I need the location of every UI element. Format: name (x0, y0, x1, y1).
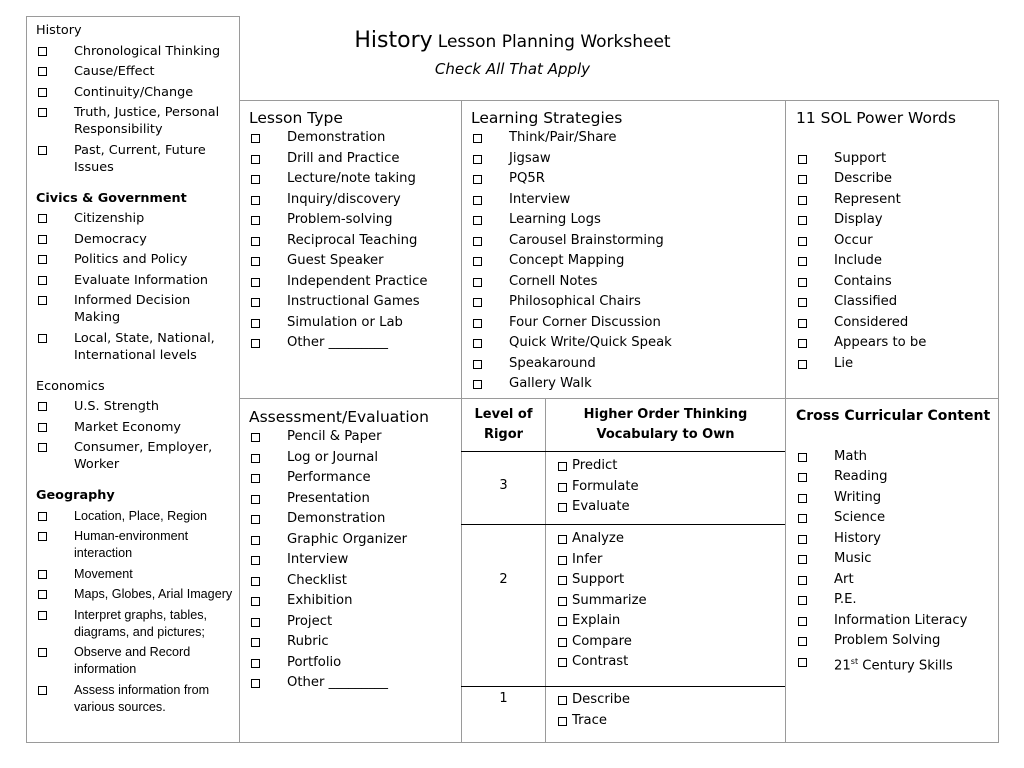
list-item[interactable]: Evaluate Information (36, 272, 236, 289)
checkbox-icon[interactable] (38, 214, 47, 223)
checkbox-icon[interactable] (251, 679, 260, 688)
checkbox-icon[interactable] (798, 237, 807, 246)
list-item[interactable]: Concept Mapping (471, 251, 781, 272)
checkbox-icon[interactable] (473, 134, 482, 143)
list-item[interactable]: Problem-solving (249, 210, 459, 231)
checkbox-icon[interactable] (558, 556, 567, 565)
rigor-level-1-words (556, 690, 784, 731)
rigor-row-line-1 (461, 451, 785, 452)
checkbox-icon[interactable] (798, 175, 807, 184)
checkbox-icon[interactable] (558, 597, 567, 606)
checkbox-icon[interactable] (251, 474, 260, 483)
list-item[interactable]: Writing (796, 488, 996, 509)
rigor-level-3-words (556, 456, 784, 518)
history-panel (36, 22, 236, 719)
checkbox-icon[interactable] (38, 108, 47, 117)
checkbox-icon[interactable] (38, 686, 47, 695)
page-title (240, 28, 785, 53)
list-item[interactable]: Include (796, 251, 996, 272)
checkbox-icon[interactable] (251, 319, 260, 328)
cross-curricular-heading: Cross Curricular Content (796, 408, 991, 424)
checkbox-icon[interactable] (798, 216, 807, 225)
list-item[interactable]: Consumer, Employer, Worker (36, 439, 236, 473)
list-item[interactable]: Local, State, National, International levels (36, 330, 236, 364)
list-item[interactable]: Drill and Practice (249, 149, 459, 170)
rigor-level-3: 3 (499, 478, 508, 493)
list-item[interactable]: Continuity/Change (36, 84, 236, 101)
list-item[interactable]: Demonstration (249, 509, 459, 530)
border-bottom (26, 742, 999, 743)
list-item[interactable]: Human-environment interaction (36, 528, 236, 562)
list-item[interactable]: Occur (796, 231, 996, 252)
checkbox-icon[interactable] (798, 514, 807, 523)
group-heading-economics: Economics (36, 378, 105, 394)
checkbox-icon[interactable] (251, 216, 260, 225)
list-item[interactable]: Interview (249, 550, 459, 571)
checkbox-icon[interactable] (798, 360, 807, 369)
list-item[interactable]: Infer (556, 550, 784, 571)
checkbox-icon[interactable] (798, 658, 807, 667)
list-item[interactable]: Instructional Games (249, 292, 459, 313)
checkbox-icon[interactable] (473, 278, 482, 287)
checkbox-icon[interactable] (798, 278, 807, 287)
checkbox-icon[interactable] (558, 576, 567, 585)
list-item[interactable]: Interpret graphs, tables, diagrams, and pictures; (36, 607, 236, 641)
civics-list (36, 210, 236, 364)
checkbox-icon[interactable] (558, 717, 567, 726)
list-item[interactable]: Trace (556, 711, 784, 732)
rigor-2-list (556, 529, 784, 673)
learning-strategies-list (471, 128, 781, 395)
group-heading-geography: Geography (36, 488, 115, 503)
checkbox-icon[interactable] (251, 659, 260, 668)
assessment-list (249, 427, 459, 694)
checkbox-icon[interactable] (473, 319, 482, 328)
checkbox-icon[interactable] (558, 483, 567, 492)
list-item[interactable]: Gallery Walk (471, 374, 781, 395)
list-item[interactable]: Project (249, 612, 459, 633)
list-item[interactable]: Log or Journal (249, 448, 459, 469)
economics-list (36, 398, 236, 473)
checkbox-icon[interactable] (251, 597, 260, 606)
sol-power-words-panel (796, 108, 996, 374)
list-item[interactable]: Contrast (556, 652, 784, 673)
list-item[interactable]: Information Literacy (796, 611, 996, 632)
list-item[interactable]: Math (796, 447, 996, 468)
checkbox-icon[interactable] (798, 535, 807, 544)
list-item[interactable]: Think/Pair/Share (471, 128, 781, 149)
list-item[interactable]: Cause/Effect (36, 63, 236, 80)
checkbox-icon[interactable] (251, 433, 260, 442)
checkbox-icon[interactable] (38, 255, 47, 264)
list-item[interactable]: Lecture/note taking (249, 169, 459, 190)
list-item[interactable]: Art (796, 570, 996, 591)
list-item[interactable]: Lie (796, 354, 996, 375)
checkbox-icon[interactable] (473, 216, 482, 225)
list-item[interactable]: History (796, 529, 996, 550)
list-item[interactable]: Independent Practice (249, 272, 459, 293)
checkbox-icon[interactable] (38, 67, 47, 76)
list-item[interactable]: Informed Decision Making (36, 292, 236, 326)
list-item[interactable]: Exhibition (249, 591, 459, 612)
checkbox-icon[interactable] (558, 696, 567, 705)
list-item[interactable]: Represent (796, 190, 996, 211)
checkbox-icon[interactable] (38, 648, 47, 657)
list-item[interactable]: Checklist (249, 571, 459, 592)
checkbox-icon[interactable] (798, 298, 807, 307)
cross-curricular-list (796, 447, 996, 677)
checkbox-icon[interactable] (473, 175, 482, 184)
list-item[interactable]: Other _________ (249, 673, 459, 694)
list-item[interactable]: Describe (796, 169, 996, 190)
checkbox-icon[interactable] (251, 556, 260, 565)
checkbox-icon[interactable] (251, 134, 260, 143)
checkbox-icon[interactable] (38, 235, 47, 244)
list-item[interactable]: Compare (556, 632, 784, 653)
rigor-level-2: 2 (499, 572, 508, 587)
history-list (36, 43, 236, 176)
list-item[interactable]: Movement (36, 566, 236, 583)
rigor-row-line-3 (461, 686, 785, 687)
list-item[interactable]: Simulation or Lab (249, 313, 459, 334)
list-item[interactable]: Jigsaw (471, 149, 781, 170)
checkbox-icon[interactable] (251, 278, 260, 287)
list-item[interactable]: U.S. Strength (36, 398, 236, 415)
list-item[interactable]: Speakaround (471, 354, 781, 375)
list-item[interactable]: Presentation (249, 489, 459, 510)
list-item[interactable]: Carousel Brainstorming (471, 231, 781, 252)
checkbox-icon[interactable] (38, 443, 47, 452)
checkbox-icon[interactable] (38, 47, 47, 56)
list-item[interactable]: Support (556, 570, 784, 591)
list-item[interactable]: Truth, Justice, Personal Responsibility (36, 104, 236, 138)
list-item[interactable]: Quick Write/Quick Speak (471, 333, 781, 354)
checkbox-icon[interactable] (251, 536, 260, 545)
list-item[interactable]: Performance (249, 468, 459, 489)
lesson-type-list (249, 128, 459, 354)
checkbox-icon[interactable] (798, 617, 807, 626)
list-item[interactable]: Graphic Organizer (249, 530, 459, 551)
checkbox-icon[interactable] (798, 637, 807, 646)
list-item[interactable]: Pencil & Paper (249, 427, 459, 448)
group-heading-history: History (36, 23, 82, 38)
list-item[interactable]: Problem Solving (796, 631, 996, 652)
assessment-panel (249, 407, 459, 694)
learning-strategies-panel (471, 108, 781, 395)
list-item[interactable]: Location, Place, Region (36, 508, 236, 525)
geography-list (36, 508, 236, 716)
list-item[interactable]: Evaluate (556, 497, 784, 518)
checkbox-icon[interactable] (251, 515, 260, 524)
checkbox-icon[interactable] (473, 380, 482, 389)
list-item[interactable]: Reading (796, 467, 996, 488)
list-item[interactable]: PQ5R (471, 169, 781, 190)
rigor-level-2-words (556, 529, 784, 673)
checkbox-icon[interactable] (251, 618, 260, 627)
list-item[interactable]: Inquiry/discovery (249, 190, 459, 211)
list-item[interactable]: Support (796, 149, 996, 170)
list-item[interactable]: Display (796, 210, 996, 231)
list-item[interactable]: Explain (556, 611, 784, 632)
checkbox-icon[interactable] (251, 257, 260, 266)
checkbox-icon[interactable] (251, 454, 260, 463)
list-item[interactable]: Predict (556, 456, 784, 477)
checkbox-icon[interactable] (251, 298, 260, 307)
checkbox-icon[interactable] (798, 196, 807, 205)
learning-strategies-heading: Learning Strategies (471, 109, 623, 127)
rigor-3-list (556, 456, 784, 518)
checkbox-icon[interactable] (251, 339, 260, 348)
list-item[interactable]: Democracy (36, 231, 236, 248)
lesson-type-heading: Lesson Type (249, 109, 343, 127)
checkbox-icon[interactable] (558, 535, 567, 544)
checkbox-icon[interactable] (251, 237, 260, 246)
checkbox-icon[interactable] (798, 555, 807, 564)
list-item[interactable]: Portfolio (249, 653, 459, 674)
list-item[interactable]: Contains (796, 272, 996, 293)
list-item[interactable]: Appears to be (796, 333, 996, 354)
checkbox-icon[interactable] (798, 319, 807, 328)
checkbox-icon[interactable] (798, 257, 807, 266)
list-item[interactable]: Market Economy (36, 419, 236, 436)
checkbox-icon[interactable] (798, 596, 807, 605)
checkbox-icon[interactable] (38, 402, 47, 411)
list-item[interactable]: Science (796, 508, 996, 529)
list-item[interactable]: Demonstration (249, 128, 459, 149)
list-item[interactable]: Rubric (249, 632, 459, 653)
lesson-type-panel (249, 108, 459, 354)
checkbox-icon[interactable] (38, 590, 47, 599)
checkbox-icon[interactable] (558, 503, 567, 512)
checkbox-icon[interactable] (38, 423, 47, 432)
checkbox-icon[interactable] (798, 494, 807, 503)
list-item[interactable]: P.E. (796, 590, 996, 611)
list-item[interactable]: Four Corner Discussion (471, 313, 781, 334)
border-history-right (239, 16, 240, 743)
list-item[interactable]: Philosophical Chairs (471, 292, 781, 313)
checkbox-icon[interactable] (798, 155, 807, 164)
border-row1-top (239, 100, 999, 101)
checkbox-icon[interactable] (473, 298, 482, 307)
sol-power-words-heading: 11 SOL Power Words (796, 109, 956, 127)
checkbox-icon[interactable] (38, 570, 47, 579)
checkbox-icon[interactable] (251, 638, 260, 647)
group-heading-civics: Civics & Government (36, 190, 187, 206)
assessment-heading: Assessment/Evaluation (249, 408, 429, 426)
checkbox-icon[interactable] (38, 88, 47, 97)
checkbox-icon[interactable] (798, 576, 807, 585)
list-item[interactable]: Interview (471, 190, 781, 211)
checkbox-icon[interactable] (798, 453, 807, 462)
title-rest: Lesson Planning Worksheet (437, 32, 671, 52)
checkbox-icon[interactable] (558, 617, 567, 626)
border-left (26, 16, 27, 743)
list-item[interactable]: Classified (796, 292, 996, 313)
border-right (998, 100, 999, 743)
checkbox-icon[interactable] (558, 658, 567, 667)
checkbox-icon[interactable] (473, 339, 482, 348)
list-item[interactable]: Describe (556, 690, 784, 711)
rigor-row-line-2 (461, 524, 785, 525)
list-item[interactable]: Assess information from various sources. (36, 682, 236, 716)
sol-power-words-list (796, 149, 996, 375)
list-item[interactable]: Past, Current, Future Issues (36, 142, 236, 176)
checkbox-icon[interactable] (38, 512, 47, 521)
list-item[interactable]: Reciprocal Teaching (249, 231, 459, 252)
checkbox-icon[interactable] (251, 175, 260, 184)
title-main: History (354, 28, 433, 53)
list-item[interactable]: Formulate (556, 477, 784, 498)
checkbox-icon[interactable] (251, 196, 260, 205)
checkbox-icon[interactable] (473, 257, 482, 266)
border-row2-top (239, 398, 999, 399)
checkbox-icon[interactable] (473, 360, 482, 369)
list-item[interactable]: 21st Century Skills (796, 652, 996, 677)
list-item[interactable]: Guest Speaker (249, 251, 459, 272)
checkbox-icon[interactable] (473, 196, 482, 205)
border-top-left (26, 16, 240, 17)
list-item[interactable]: Summarize (556, 591, 784, 612)
vocabulary-heading: Higher Order Thinking Vocabulary to Own (583, 407, 748, 442)
level-of-rigor-heading: Level of Rigor (474, 407, 533, 442)
list-item[interactable]: Music (796, 549, 996, 570)
list-item[interactable]: Other _________ (249, 333, 459, 354)
checkbox-icon[interactable] (473, 155, 482, 164)
border-rigor-divider (545, 398, 546, 743)
checkbox-icon[interactable] (38, 296, 47, 305)
checkbox-icon[interactable] (798, 473, 807, 482)
rigor-1-list (556, 690, 784, 731)
cross-curricular-panel (796, 406, 996, 676)
list-item[interactable]: Considered (796, 313, 996, 334)
list-item[interactable]: Citizenship (36, 210, 236, 227)
list-item[interactable]: Observe and Record information (36, 644, 236, 678)
list-item[interactable]: Chronological Thinking (36, 43, 236, 60)
list-item[interactable]: Politics and Policy (36, 251, 236, 268)
checkbox-icon[interactable] (38, 146, 47, 155)
checkbox-icon[interactable] (38, 334, 47, 343)
list-item[interactable]: Maps, Globes, Arial Imagery (36, 586, 236, 603)
checkbox-icon[interactable] (558, 462, 567, 471)
list-item[interactable]: Learning Logs (471, 210, 781, 231)
list-item[interactable]: Cornell Notes (471, 272, 781, 293)
checkbox-icon[interactable] (38, 532, 47, 541)
checkbox-icon[interactable] (38, 276, 47, 285)
border-col3-left (785, 100, 786, 743)
checkbox-icon[interactable] (558, 638, 567, 647)
checkbox-icon[interactable] (798, 339, 807, 348)
checkbox-icon[interactable] (251, 577, 260, 586)
checkbox-icon[interactable] (473, 237, 482, 246)
checkbox-icon[interactable] (38, 611, 47, 620)
page-subtitle: Check All That Apply (434, 60, 591, 78)
rigor-level-1: 1 (499, 691, 508, 706)
list-item[interactable]: Analyze (556, 529, 784, 550)
checkbox-icon[interactable] (251, 495, 260, 504)
checkbox-icon[interactable] (251, 155, 260, 164)
